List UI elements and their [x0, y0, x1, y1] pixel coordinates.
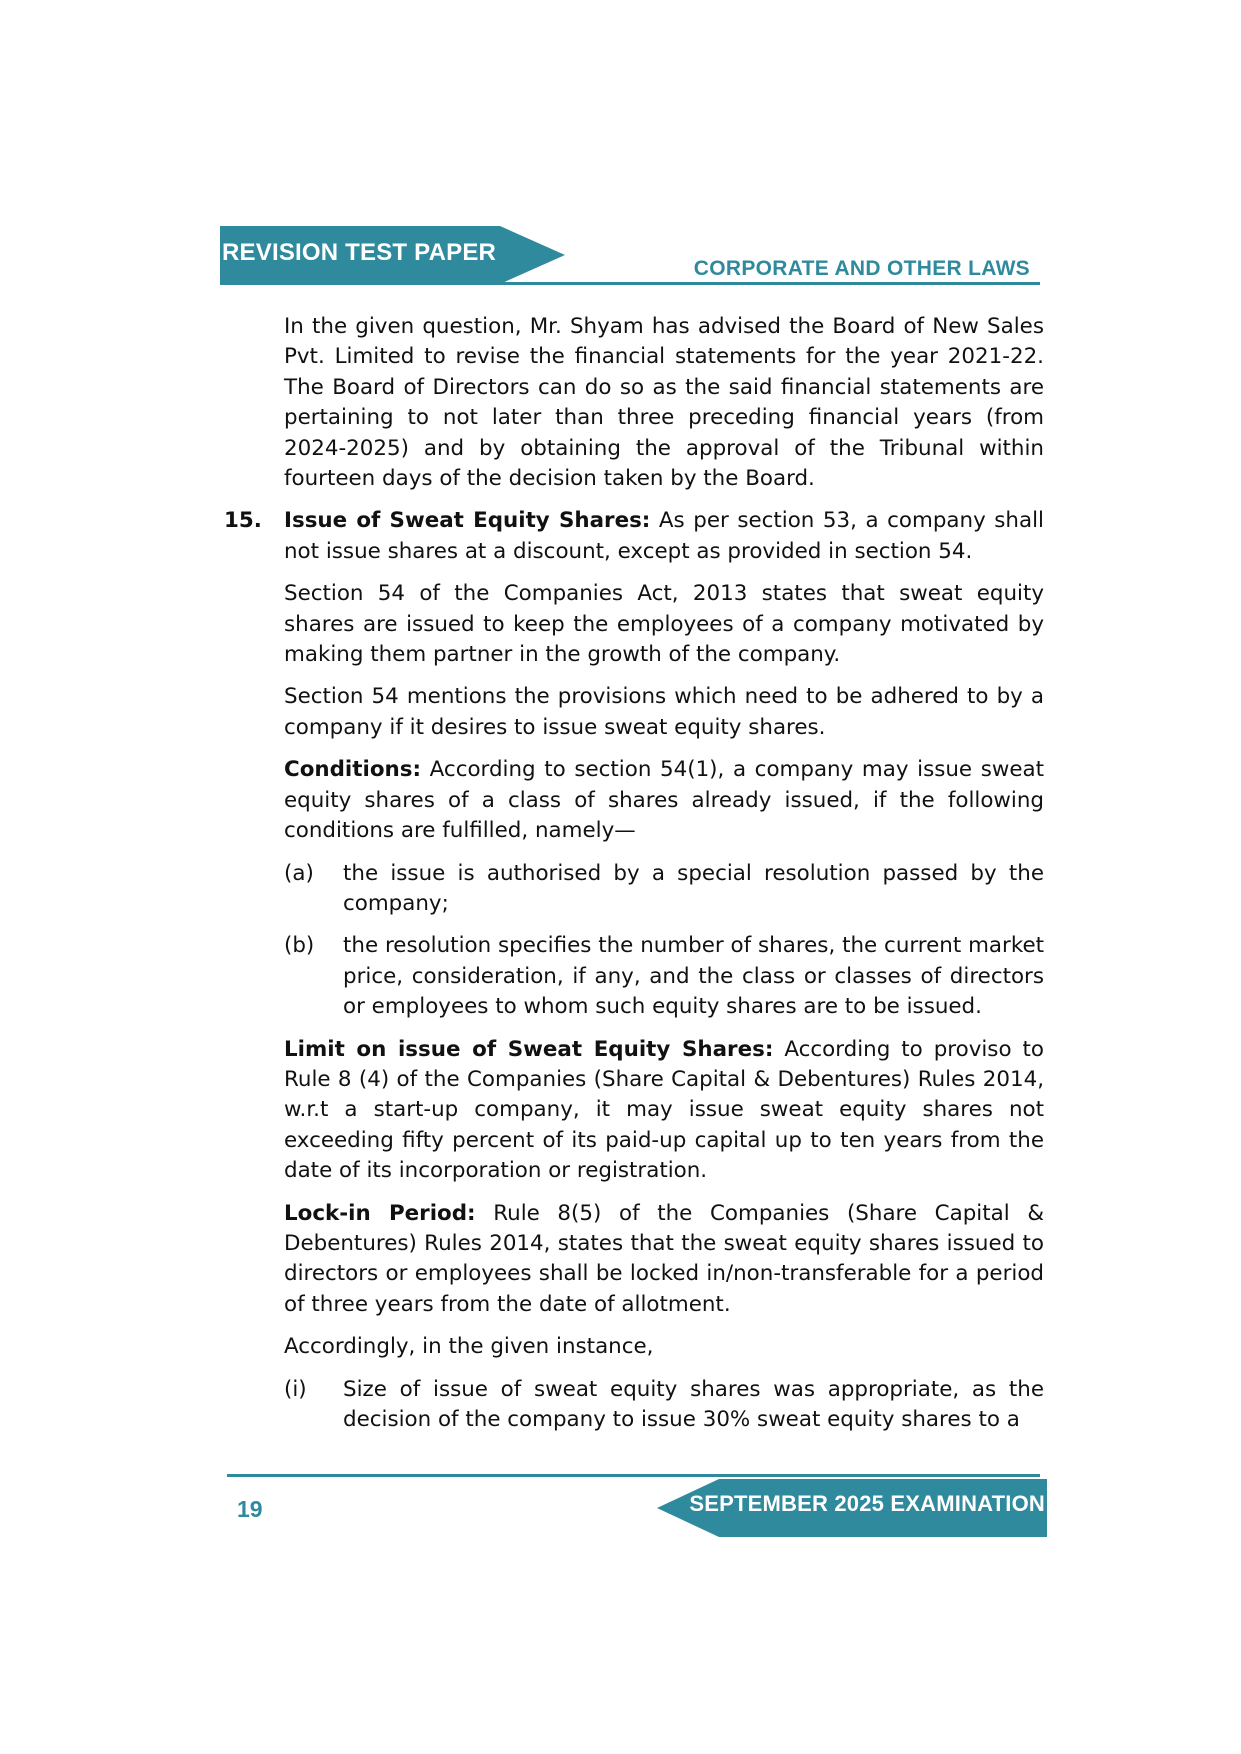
list-item	[284, 859, 1044, 920]
list-item-label: (a)	[284, 860, 314, 886]
list-item-text: the resolution specifies the number of shares, the current market price, consideration, if any, and the class or classes of directors or employees to whom such equity shares are to be issued.	[343, 933, 1044, 1020]
limit-heading: Limit on issue of Sweat Equity Shares:	[284, 1036, 774, 1062]
intro-paragraph: In the given question, Mr. Shyam has advised the Board of New Sales Pvt. Limited to revise the financial statements for the year 2021-22. The Board of Directors can do so as the said financial statements are pertaining to not later than three preceding financial years (from 2024-2025) and by obtaining the approval of the Tribunal within fourteen days of the decision taken by the Board.	[284, 314, 1044, 492]
page-number: 19	[237, 1496, 263, 1522]
limit-text: According to proviso to Rule 8 (4) of the Companies (Share Capital & Debentures) Rules 2014, w.r.t a start-up company, it may issue sweat equity shares not exceeding fifty percent of its paid-up capital up to ten years from the date of its incorporation or registration.	[284, 1036, 1044, 1184]
conditions-heading: Conditions:	[284, 757, 422, 783]
list-item-text: the issue is authorised by a special resolution passed by the company;	[343, 860, 1044, 916]
list-item-label: (b)	[284, 933, 315, 959]
lockin-heading: Lock-in Period:	[284, 1200, 476, 1226]
conditions-paragraph	[284, 755, 1044, 846]
question-text: As per section 53, a company shall not issue shares at a discount, except as provided in section 54.	[284, 508, 1044, 564]
question-number: 15.	[224, 508, 262, 534]
header-divider	[220, 282, 1040, 285]
list-item-label: (i)	[284, 1376, 307, 1402]
list-item	[284, 1375, 1044, 1436]
conditions-text: According to section 54(1), a company may issue sweat equity shares of a class of shares already issued, if the following conditions are fulfilled, namely—	[284, 757, 1044, 844]
lockin-text: Rule 8(5) of the Companies (Share Capital & Debentures) Rules 2014, states that the sweat equity shares issued to directors or employees shall be locked in/non-transferable for a period of three years from the date of allotment.	[284, 1200, 1044, 1317]
header-paper-title: REVISION TEST PAPER	[222, 239, 497, 266]
accordingly-paragraph: Accordingly, in the given instance,	[284, 1334, 654, 1360]
question-heading: Issue of Sweat Equity Shares:	[284, 508, 651, 534]
section-54-paragraph-2: Section 54 mentions the provisions which need to be adhered to by a company if it desires to issue sweat equity shares.	[284, 684, 1044, 740]
list-item-text: Size of issue of sweat equity shares was appropriate, as the decision of the company to issue 30% sweat equity shares to a	[343, 1376, 1044, 1432]
lockin-paragraph	[284, 1199, 1044, 1321]
page-body	[0, 312, 1241, 1447]
section-54-paragraph-1: Section 54 of the Companies Act, 2013 states that sweat equity shares are issued to keep the employees of a company motivated by making them partner in the growth of the company.	[284, 581, 1044, 668]
footer-divider	[227, 1474, 1040, 1477]
list-item	[284, 931, 1044, 1022]
limit-paragraph	[284, 1035, 1044, 1187]
question-15	[224, 506, 1044, 567]
footer-exam-label: SEPTEMBER 2025 EXAMINATION	[689, 1491, 1045, 1516]
header-subject-title: CORPORATE AND OTHER LAWS	[693, 257, 1030, 280]
